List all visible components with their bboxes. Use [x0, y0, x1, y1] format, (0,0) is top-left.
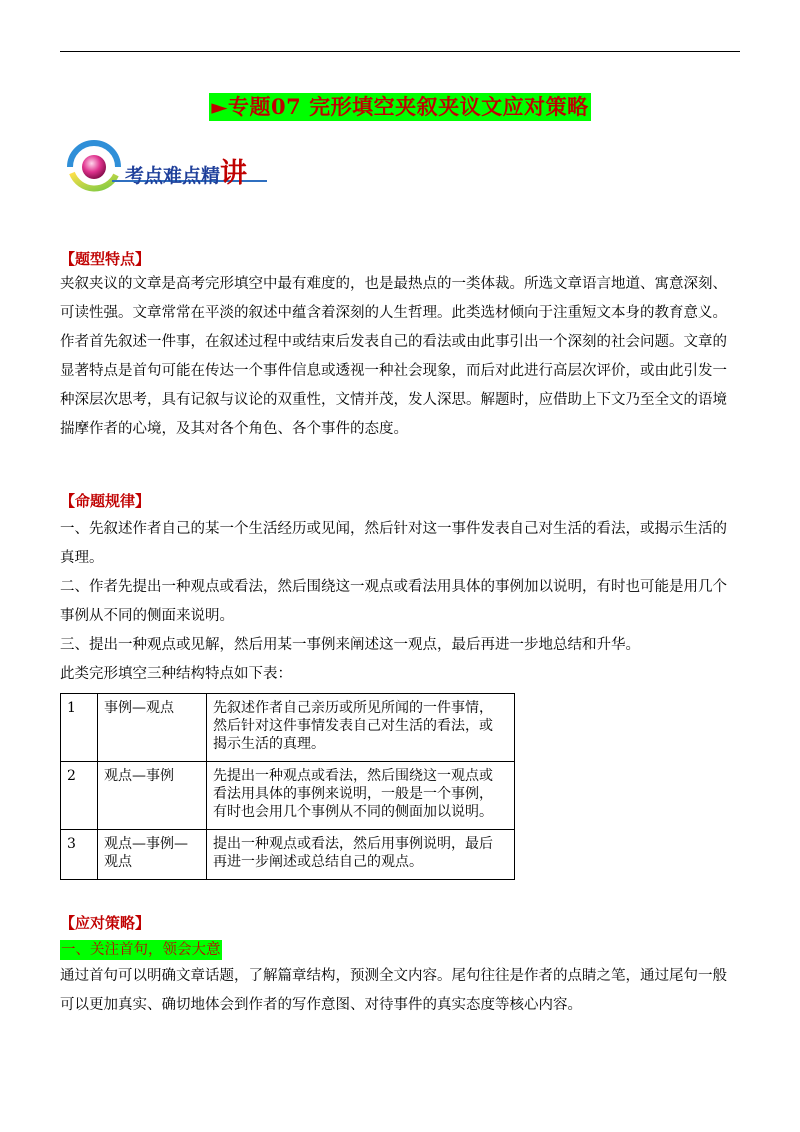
features-line: 可读性强。文章常常在平淡的叙述中蕴含着深刻的人生哲理。此类选材倾向于注重短文本身的教育意义。 [60, 305, 727, 321]
rules-line: 三、提出一种观点或见解，然后用某一事例来阐述这一观点，最后再进一步地总结和升华。 [60, 637, 640, 653]
desc-line: 先提出一种观点或看法，然后围绕这一观点或 [213, 768, 493, 784]
structure-table [60, 693, 515, 880]
features-line: 揣摩作者的心境，及其对各个角色、各个事件的态度。 [60, 421, 408, 437]
desc-line: 再进一步阐述或总结自己的观点。 [213, 854, 423, 870]
row-number: 1 [61, 694, 98, 762]
desc-line: 先叙述作者自己亲历或所见所闻的一件事情， [213, 700, 493, 716]
strategy-paragraph [60, 962, 743, 1020]
rules-line: 事例从不同的侧面来说明。 [60, 608, 234, 624]
features-line: 作者首先叙述一件事，在叙述过程中或结束后发表自己的看法或由此事引出一个深刻的社会问题。文章的 [60, 334, 727, 350]
row-description [207, 830, 515, 880]
table-row [61, 694, 515, 762]
row-type: 事例—观点 [98, 694, 207, 762]
row-number: 3 [61, 830, 98, 880]
desc-line: 然后针对这件事情发表自己对生活的看法，或 [213, 718, 493, 734]
row-type: 观点—事例 [98, 762, 207, 830]
rules-line: 真理。 [60, 550, 104, 566]
title-container [0, 93, 800, 121]
strategy-line: 通过首句可以明确文章话题，了解篇章结构，预测全文内容。尾句往往是作者的点睛之笔，通过尾句一般 [60, 968, 727, 984]
rules-heading: 【命题规律】 [60, 492, 151, 510]
badge-text-main: 考点难点精 [125, 165, 221, 187]
section-badge-label [125, 151, 247, 190]
desc-line: 揭示生活的真理。 [213, 736, 325, 752]
row-description [207, 694, 515, 762]
desc-line: 有时也会用几个事例从不同的侧面加以说明。 [213, 804, 493, 820]
row-type: 观点—事例—观点 [98, 830, 207, 880]
rules-line: 此类完形填空三种结构特点如下表： [60, 666, 292, 682]
page-title: ►专题07 完形填空夹叙夹议文应对策略 [211, 94, 589, 119]
features-line: 夹叙夹议的文章是高考完形填空中最有难度的，也是最热点的一类体裁。所选文章语言地道、寓意深刻、 [60, 276, 727, 292]
features-paragraph [60, 270, 743, 444]
desc-line: 提出一种观点或看法，然后用事例说明，最后 [213, 836, 493, 852]
top-rule [60, 51, 740, 52]
features-line: 显著特点是首句可能在传达一个事件信息或透视一种社会现象，而后对此进行高层次评价，或由此引发一 [60, 363, 727, 379]
rules-paragraph [60, 515, 743, 689]
strategy-line: 可以更加真实、确切地体会到作者的写作意图、对待事件的真实态度等核心内容。 [60, 997, 582, 1013]
row-number: 2 [61, 762, 98, 830]
rules-line: 二、作者先提出一种观点或看法，然后围绕这一观点或看法用具体的事例加以说明，有时也可能是用几个 [60, 579, 727, 595]
strategy-heading: 【应对策略】 [60, 914, 151, 932]
row-description [207, 762, 515, 830]
features-line: 种深层次思考，具有记叙与议论的双重性，文情并茂，发人深思。解题时，应借助上下文乃至全文的语境 [60, 392, 727, 408]
desc-line: 看法用具体的事例来说明，一般是一个事例， [213, 786, 493, 802]
table-row [61, 830, 515, 880]
rules-line: 一、先叙述作者自己的某一个生活经历或见闻，然后针对这一事件发表自己对生活的看法，或揭示生活的 [60, 521, 727, 537]
badge-text-big: 讲 [220, 158, 248, 189]
table-row [61, 762, 515, 830]
strategy-subheading: 一、关注首句，领会大意 [61, 942, 221, 958]
features-heading: 【题型特点】 [60, 250, 151, 268]
